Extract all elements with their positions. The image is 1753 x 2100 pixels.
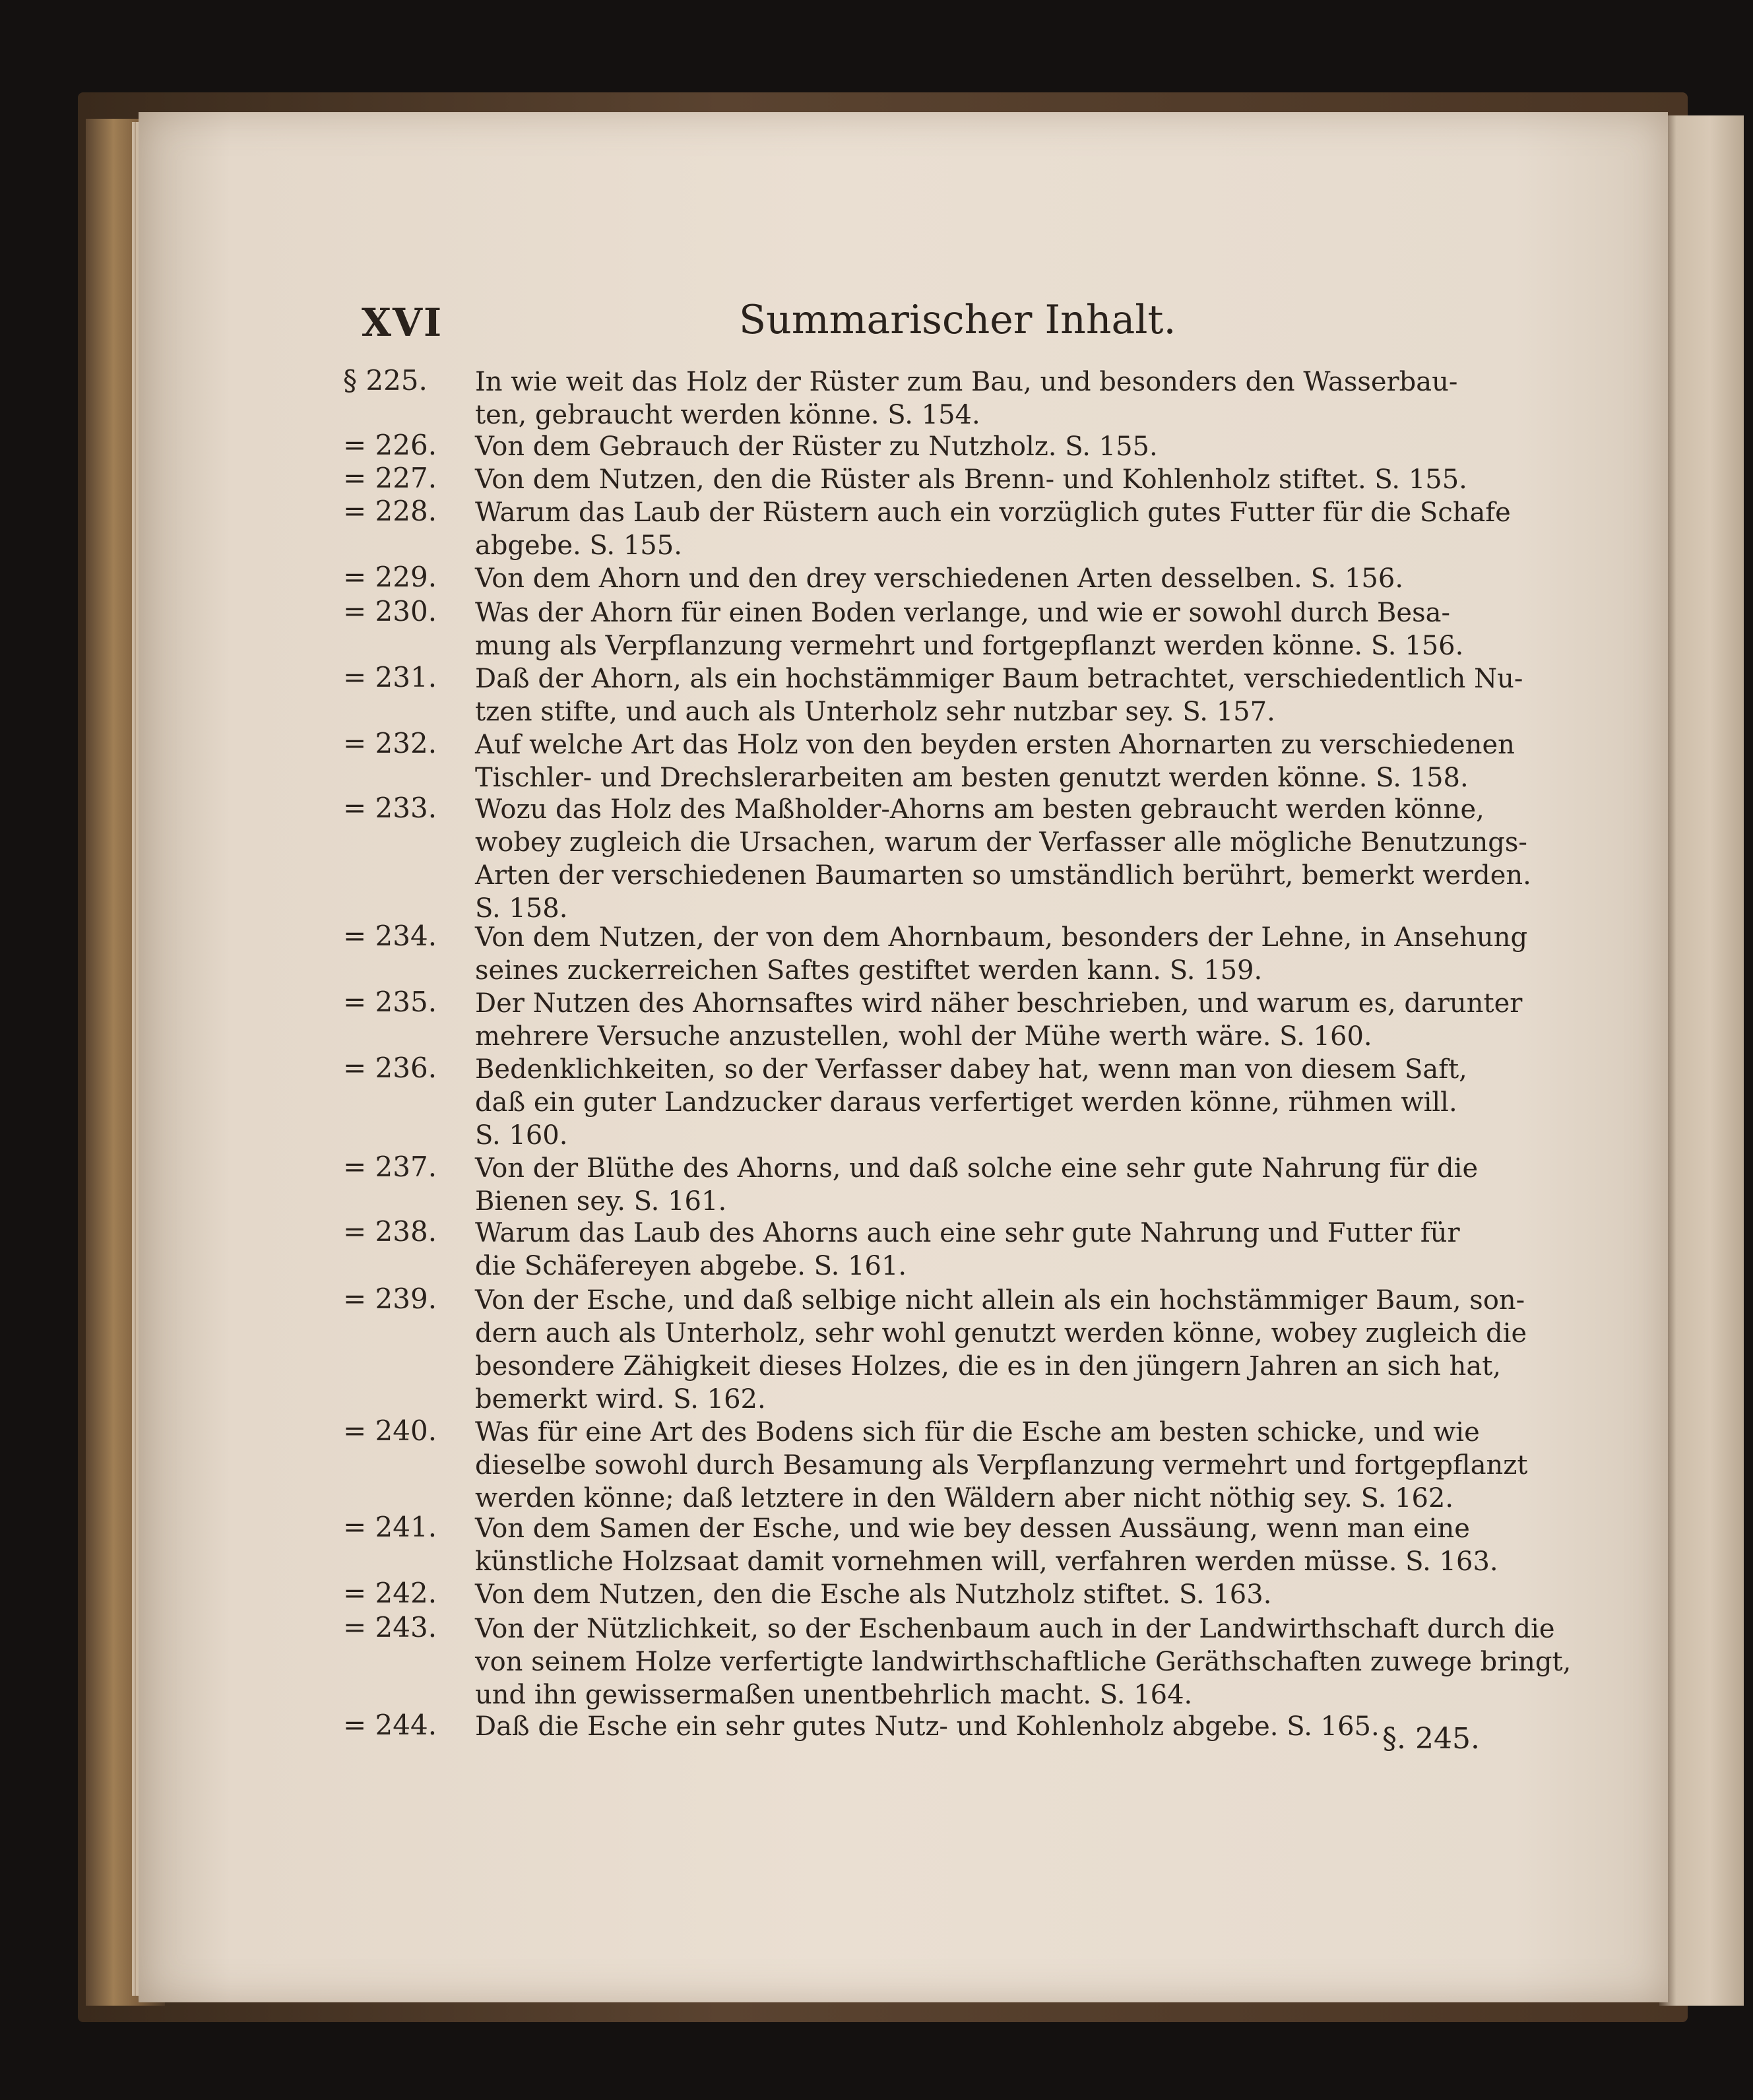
entry-text-line: S. 160. (475, 1120, 568, 1151)
entry-text-line: werden könne; daß letztere in den Wäldern aber nicht nöthig sey. S. 162. (475, 1483, 1454, 1513)
entry-number: = 233. (343, 792, 437, 824)
entry-text-line: dieselbe sowohl durch Besamung als Verpflanzung vermehrt und fortgepflanzt (475, 1450, 1528, 1480)
entry-number: = 235. (343, 986, 437, 1018)
entry-text-line: tzen stifte, und auch als Unterholz sehr nutzbar sey. S. 157. (475, 697, 1275, 727)
facing-page-edge (1659, 115, 1744, 2006)
entry-text-line: und ihn gewissermaßen unentbehrlich macht. S. 164. (475, 1680, 1193, 1710)
catchword: §. 245. (1382, 1722, 1480, 1756)
entry-text-line: Warum das Laub des Ahorns auch eine sehr gute Nahrung und Futter für (475, 1218, 1460, 1248)
entry-number: = 241. (343, 1511, 437, 1543)
entry-text-line: Von der Nützlichkeit, so der Eschenbaum auch in der Landwirthschaft durch die (475, 1614, 1555, 1644)
entry-text-line: dern auch als Unterholz, sehr wohl genutzt werden könne, wobey zugleich die (475, 1318, 1527, 1349)
entry-text-line: Tischler- und Drechslerarbeiten am besten genutzt werden könne. S. 158. (475, 763, 1469, 793)
entry-text-line: Von dem Gebrauch der Rüster zu Nutzholz. S. 155. (475, 431, 1158, 462)
entry-text-line: künstliche Holzsaat damit vornehmen will, verfahren werden müsse. S. 163. (475, 1546, 1498, 1577)
entry-number: = 238. (343, 1215, 437, 1248)
entry-number: = 236. (343, 1052, 437, 1084)
entry-number: = 230. (343, 595, 437, 627)
entry-text-line: Auf welche Art das Holz von den beyden ersten Ahornarten zu verschiedenen (475, 730, 1515, 760)
entry-text-line: Daß der Ahorn, als ein hochstämmiger Baum betrachtet, verschiedentlich Nu- (475, 664, 1523, 694)
entry-number: = 228. (343, 495, 437, 527)
entry-text-line: besondere Zähigkeit dieses Holzes, die es in den jüngern Jahren an sich hat, (475, 1351, 1502, 1382)
entry-number: = 227. (343, 462, 437, 494)
entry-number: = 242. (343, 1577, 437, 1609)
entry-number: = 243. (343, 1611, 437, 1643)
entry-text-line: abgebe. S. 155. (475, 530, 682, 561)
entry-text-line: Der Nutzen des Ahornsaftes wird näher beschrieben, und warum es, darunter (475, 988, 1523, 1019)
entry-number: = 239. (343, 1283, 437, 1315)
entry-text-line: seines zuckerreichen Saftes gestiftet werden kann. S. 159. (475, 955, 1263, 986)
entry-text-line: Von dem Samen der Esche, und wie bey dessen Aussäung, wenn man eine (475, 1513, 1470, 1544)
entry-text-line: S. 158. (475, 893, 568, 924)
entry-text-line: Bedenklichkeiten, so der Verfasser dabey hat, wenn man von diesem Saft, (475, 1054, 1467, 1085)
entry-text-line: Warum das Laub der Rüstern auch ein vorzüglich gutes Futter für die Schafe (475, 497, 1511, 528)
entry-number: = 229. (343, 561, 437, 593)
entry-text-line: Bienen sey. S. 161. (475, 1186, 727, 1217)
page-number: XVI (362, 300, 443, 345)
entry-text-line: Von der Blüthe des Ahorns, und daß solche eine sehr gute Nahrung für die (475, 1153, 1479, 1184)
entry-text-line: die Schäfereyen abgebe. S. 161. (475, 1251, 907, 1281)
entry-number: = 234. (343, 920, 437, 952)
entry-number: = 240. (343, 1415, 437, 1447)
entry-text-line: ten, gebraucht werden könne. S. 154. (475, 400, 980, 430)
entry-text-line: Von dem Nutzen, der von dem Ahornbaum, besonders der Lehne, in Ansehung (475, 922, 1528, 953)
entry-text-line: Daß die Esche ein sehr gutes Nutz- und Kohlenholz abgebe. S. 165. (475, 1711, 1380, 1742)
entry-text-line: daß ein guter Landzucker daraus verfertiget werden könne, rühmen will. (475, 1087, 1457, 1118)
entry-text-line: Wozu das Holz des Maßholder-Ahorns am besten gebraucht werden könne, (475, 794, 1484, 825)
entry-text-line: Was der Ahorn für einen Boden verlange, und wie er sowohl durch Besa- (475, 598, 1450, 628)
entry-text-line: Was für eine Art des Bodens sich für die Esche am besten schicke, und wie (475, 1417, 1480, 1448)
entry-text-line: wobey zugleich die Ursachen, warum der Verfasser alle mögliche Benutzungs- (475, 827, 1527, 858)
entry-text-line: Von dem Nutzen, den die Rüster als Brenn- und Kohlenholz stiftet. S. 155. (475, 464, 1467, 495)
entry-number: = 232. (343, 727, 437, 759)
entry-text-line: mung als Verpflanzung vermehrt und fortgepflanzt werden könne. S. 156. (475, 631, 1464, 661)
entry-number: = 237. (343, 1151, 437, 1183)
entry-number: = 226. (343, 429, 437, 461)
entry-text-line: Von dem Nutzen, den die Esche als Nutzholz stiftet. S. 163. (475, 1579, 1272, 1610)
entry-text-line: In wie weit das Holz der Rüster zum Bau, und besonders den Wasserbau- (475, 367, 1458, 397)
entry-text-line: bemerkt wird. S. 162. (475, 1384, 766, 1415)
entry-text-line: Von der Esche, und daß selbige nicht allein als ein hochstämmiger Baum, son- (475, 1285, 1525, 1316)
page-title: Summarischer Inhalt. (739, 297, 1176, 343)
entry-number: = 231. (343, 661, 437, 693)
entry-text-line: mehrere Versuche anzustellen, wohl der Mühe werth wäre. S. 160. (475, 1021, 1372, 1052)
entry-number: § 225. (343, 364, 428, 397)
entry-text-line: Arten der verschiedenen Baumarten so umständlich berührt, bemerkt werden. (475, 860, 1531, 891)
entry-text-line: Von dem Ahorn und den drey verschiedenen Arten desselben. S. 156. (475, 563, 1404, 594)
entry-text-line: von seinem Holze verfertigte landwirthschaftliche Geräthschaften zuwege bringt, (475, 1647, 1572, 1677)
entry-number: = 244. (343, 1709, 437, 1741)
